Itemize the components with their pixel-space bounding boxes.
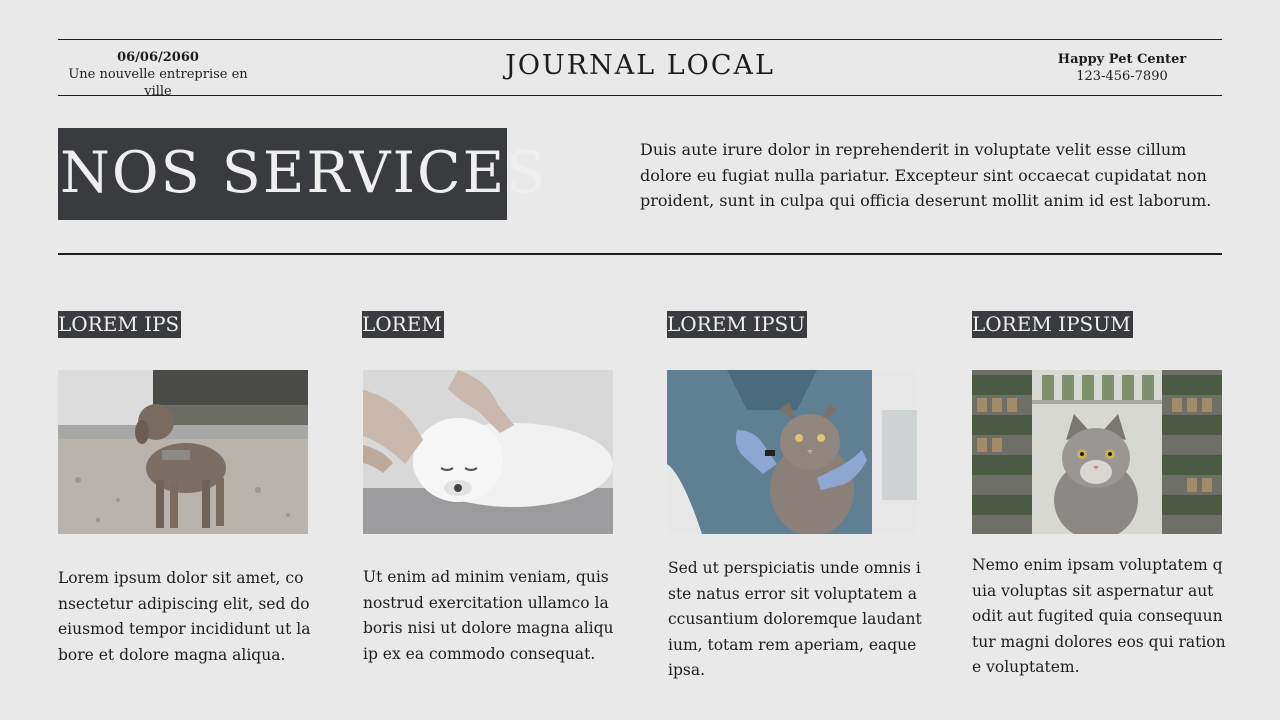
section-title-box [58, 128, 548, 220]
header-top-rule [58, 39, 1222, 40]
issue-date: 06/06/2060 [117, 50, 199, 65]
cat-vet-exam-photo [667, 370, 917, 534]
header-contact-block [1040, 51, 1204, 85]
service-heading-1: LOREM IPS [58, 312, 180, 336]
service-heading-4: LOREM IPSUM [972, 312, 1131, 336]
intro-paragraph: Duis aute irure dolor in reprehenderit in voluptate velit esse cillum dolore eu fugiat nulla pariatur. Excepteur sint occaecat cupidatat non proident, sunt in culpa qui officia deserunt mollit anim id est laborum. [640, 140, 1212, 210]
service-text-4: Nemo enim ipsam voluptatem quia voluptas sit aspernatur aut odit aut fugited quia consequuntur magni dolores eos qui ratione voluptatem. [972, 556, 1226, 676]
service-heading-2: LOREM [362, 312, 442, 336]
dog-grooming-photo [363, 370, 613, 534]
service-heading-3: LOREM IPSU [667, 312, 806, 336]
service-text-1: Lorem ipsum dolor sit amet, consectetur adipiscing elit, sed do eiusmod tempor incididunt ut labore et dolore magna aliqua. [58, 569, 311, 664]
masthead: JOURNAL LOCAL [505, 50, 775, 81]
phone-number: 123-456-7890 [1076, 69, 1168, 84]
cat-in-pet-store-photo [972, 370, 1222, 534]
section-divider [58, 253, 1222, 255]
service-text-3: Sed ut perspiciatis unde omnis iste natus error sit voluptatem accusantium doloremque laudantium, totam rem aperiam, eaque ipsa. [668, 559, 922, 679]
issue-tagline: Une nouvelle entreprise en ville [68, 67, 248, 99]
brand-name: Happy Pet Center [1057, 52, 1187, 67]
dog-on-beach-photo [58, 370, 308, 534]
service-text-2: Ut enim ad minim veniam, quis nostrud exercitation ullamco laboris nisi ut dolore magna aliquip ex ea commodo consequat. [363, 568, 614, 663]
section-title: NOS SERVICES [60, 140, 548, 206]
